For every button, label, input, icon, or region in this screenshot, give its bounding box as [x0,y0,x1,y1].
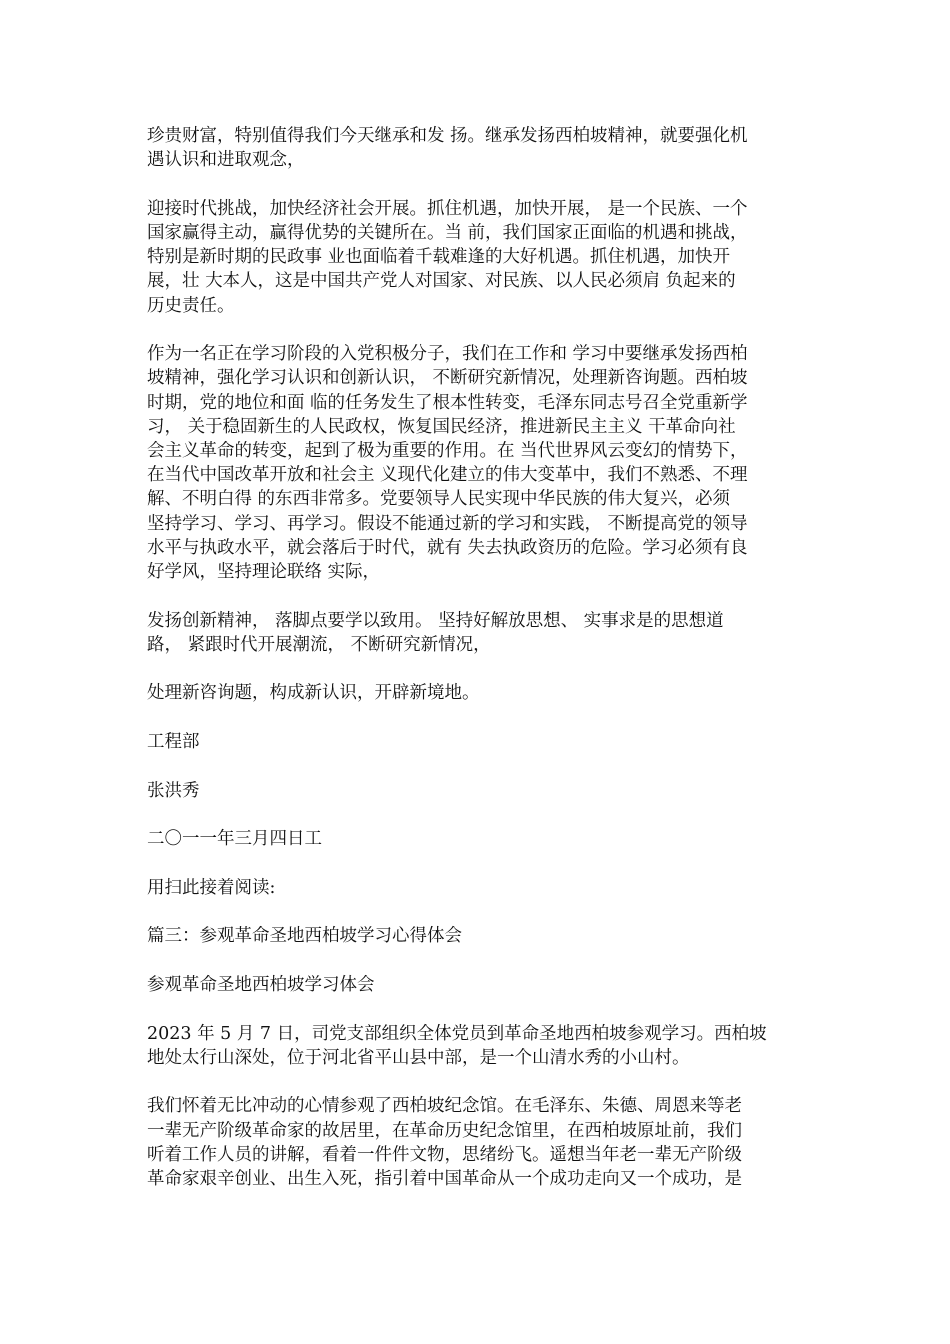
paragraph-memorial-visit: 我们怀着无比冲动的心情参观了西柏坡纪念馆。在毛泽东、朱德、周恩来等老 一辈无产阶级革命家的故居里，在革命历史纪念馆里，在西柏坡原址前，我们 听着工作人员的讲解，看着一件件文物，思绪纷飞。遥想当年老一辈无产阶级 革命家艰辛创业、出生入死，指引着中国革命从一个成功走向又一个成功，是 [147,1096,742,1189]
author-name: 张洪秀 [147,780,200,801]
paragraph-seize-opportunity: 迎接时代挑战，加快经济社会开展。抓住机遇，加快开展， 是一个民族、一个 国家赢得主动，赢得优势的关键所在。当 前，我们国家正面临的机遇和挑战， 特别是新时期的民政事 业也面临着千载难逢的大好机遇。抓住机遇，加快开 展，壮 大本人，这是中国共产党人对国家、对民族、以人民必须肩 负起来的 历史责任。 [147,198,748,316]
paragraph-visit-date: 2023 年 5 月 7 日，司党支部组织全体党员到革命圣地西柏坡参观学习。西柏坡 地处太行山深处，位于河北省平山县中部，是一个山清水秀的小山村。 [147,1023,767,1068]
scan-to-continue: 用扫此接着阅读: [147,877,276,898]
paragraph-inherit-spirit: 珍贵财富，特别值得我们今天继承和发 扬。继承发扬西柏坡精神，就要强化机 遇认识和进取观念， [147,126,748,171]
article-title: 参观革命圣地西柏坡学习体会 [147,974,375,995]
paragraph-innovation-spirit: 发扬创新精神， 落脚点要学以致用。 坚持好解放思想、 实事求是的思想道 路， 紧跟时代开展潮流， 不断研究新情况， [147,610,724,655]
section-heading: 篇三：参观革命圣地西柏坡学习心得体会 [147,926,462,947]
author-date: 二〇一一年三月四日工 [147,829,322,850]
author-department: 工程部 [147,732,200,753]
paragraph-party-activist-study: 作为一名正在学习阶段的入党积极分子，我们在工作和 学习中要继承发扬西柏 坡精神，强化学习认识和创新认识， 不断研究新情况，处理新咨询题。西柏坡 时期，党的地位和面 临的任务发生了根本性转变，毛泽东同志号召全党重新学 习， 关于稳固新生的人民政权，恢复国民经济，推进新民主主义 干革命向社 会主义革命的转变，起到了极为重要的作用。在 当代世界风云变幻的情势下， 在当代中国改革开放和社会主 义现代化建立的伟大变革中，我们不熟悉、不理 解、不明白得 的东西非常多。党要领导人民实现中华民族的伟大复兴，必须 坚持学习、学习、再学习。假设不能通过新的学习和实践， 不断提高党的领导 水平与执政水平，就会落后于时代，就有 失去执政资历的危险。学习必须有良 好学风，坚持理论联络 实际， [147,344,748,583]
document-body [147,124,807,1216]
paragraph-new-understanding: 处理新咨询题，构成新认识，开辟新境地。 [147,683,480,704]
